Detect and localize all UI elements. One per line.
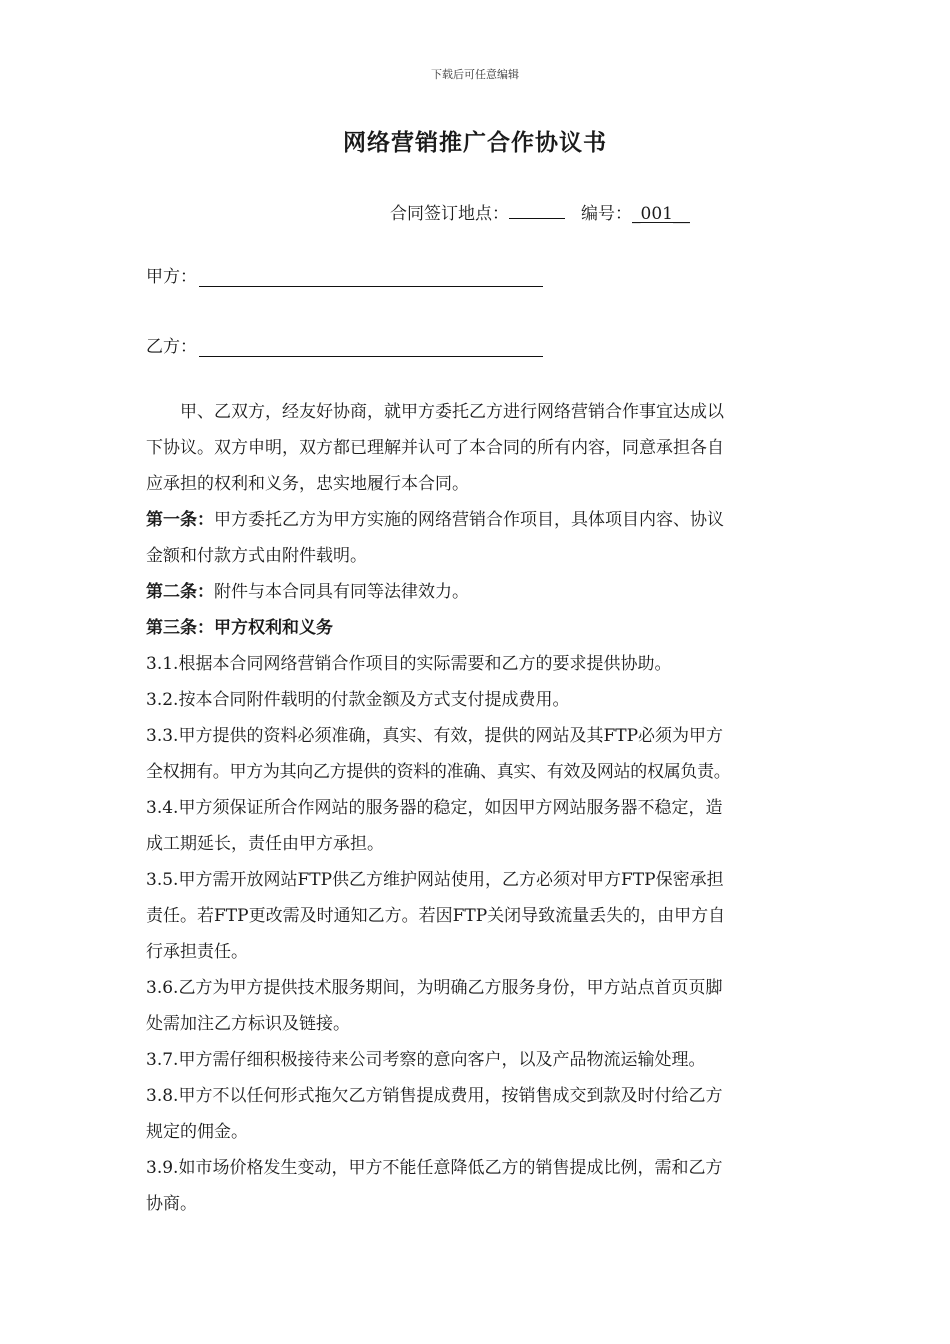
clause-3-9-continued: 协商。 (146, 1194, 197, 1214)
document-title: 网络营销推广合作协议书 (343, 130, 607, 156)
article-1-text: 甲方委托乙方为甲方实施的网络营销合作项目，具体项目内容、协议 (214, 510, 724, 530)
clause-3-4: 3.4.甲方须保证所合作网站的服务器的稳定，如因甲方网站服务器不稳定，造 (146, 798, 723, 818)
clause-3-1: 3.1.根据本合同网络营销合作项目的实际需要和乙方的要求提供协助。 (146, 654, 672, 674)
clause-3-5-continued: 行承担责任。 (146, 942, 248, 962)
clause-3-5: 3.5.甲方需开放网站FTP供乙方维护网站使用，乙方必须对甲方FTP保密承担 (146, 870, 724, 890)
party-a-line (146, 262, 543, 287)
article-2-label: 第二条： (146, 582, 214, 602)
clause-3-8: 3.8.甲方不以任何形式拖欠乙方销售提成费用，按销售成交到款及时付给乙方 (146, 1086, 723, 1106)
clause-3-8-continued: 规定的佣金。 (146, 1122, 248, 1142)
intro-line: 应承担的权利和义务，忠实地履行本合同。 (146, 474, 469, 494)
party-b-label: 乙方： (146, 337, 197, 357)
article-2-text: 附件与本合同具有同等法律效力。 (214, 582, 469, 602)
clause-3-5-continued: 责任。若FTP更改需及时通知乙方。若因FTP关闭导致流量丢失的，由甲方自 (146, 906, 726, 926)
clause-3-3-continued: 全权拥有。甲方为其向乙方提供的资料的准确、真实、有效及网站的权属负责。 (146, 762, 731, 782)
signing-place-label: 合同签订地点： (390, 204, 509, 224)
header-note: 下载后可任意编辑 (431, 68, 519, 81)
clause-3-3: 3.3.甲方提供的资料必须准确，真实、有效，提供的网站及其FTP必须为甲方 (146, 726, 724, 746)
party-b-line (146, 332, 543, 357)
party-a-label: 甲方： (146, 267, 197, 287)
party-a-blank (199, 268, 543, 287)
clause-3-7: 3.7.甲方需仔细积极接待来公司考察的意向客户，以及产品物流运输处理。 (146, 1050, 706, 1070)
contract-meta-line (390, 199, 690, 224)
clause-3-6-continued: 处需加注乙方标识及链接。 (146, 1014, 350, 1034)
intro-line: 甲、乙双方，经友好协商，就甲方委托乙方进行网络营销合作事宜达成以 (180, 402, 724, 422)
clause-3-4-continued: 成工期延长，责任由甲方承担。 (146, 834, 384, 854)
signing-place-blank (509, 202, 565, 219)
clause-3-6: 3.6.乙方为甲方提供技术服务期间，为明确乙方服务身份，甲方站点首页页脚 (146, 978, 723, 998)
contract-number-label: 编号： (581, 204, 632, 224)
intro-line: 下协议。双方申明，双方都已理解并认可了本合同的所有内容，同意承担各自 (146, 438, 724, 458)
clause-3-2: 3.2.按本合同附件载明的付款金额及方式支付提成费用。 (146, 690, 570, 710)
article-2 (146, 574, 816, 610)
clause-3-9: 3.9.如市场价格发生变动，甲方不能任意降低乙方的销售提成比例，需和乙方 (146, 1158, 723, 1178)
article-1 (146, 502, 816, 538)
article-1-continued: 金额和付款方式由附件载明。 (146, 546, 367, 566)
contract-number-value: _001__ (632, 204, 690, 224)
article-3-heading: 第三条：甲方权利和义务 (146, 618, 333, 638)
article-1-label: 第一条： (146, 510, 214, 530)
contract-body (146, 394, 816, 1222)
party-b-blank (199, 338, 543, 357)
